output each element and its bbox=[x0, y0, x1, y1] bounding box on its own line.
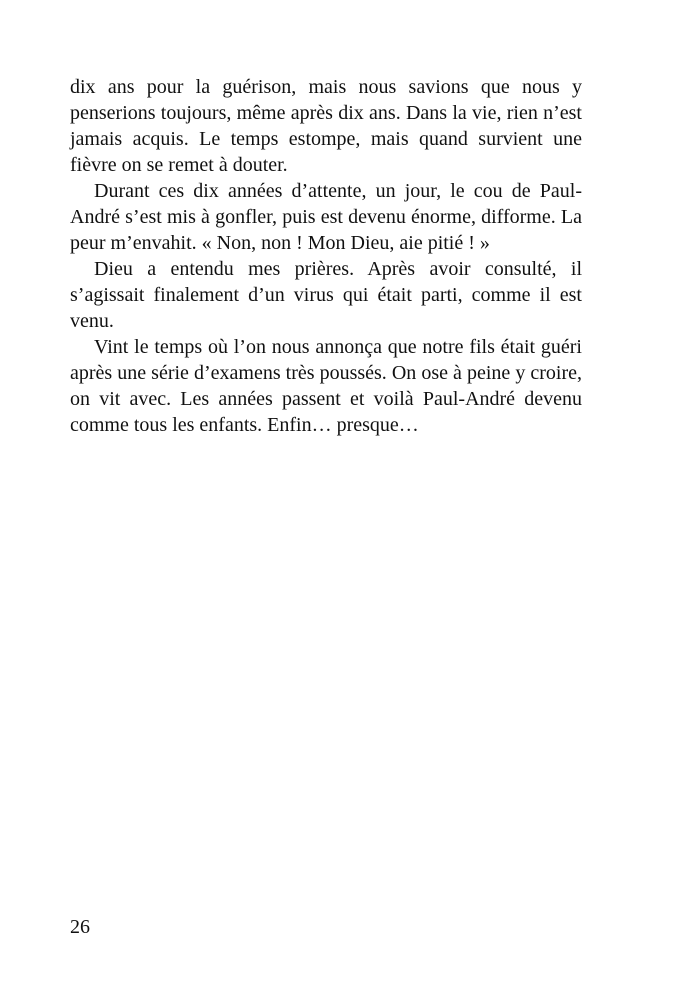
paragraph-dieu-a-entendu: Dieu a entendu mes prières. Après avoir consulté, il s’agissait finalement d’un virus qui était parti, comme il est venu. bbox=[70, 258, 582, 332]
page-number: 26 bbox=[70, 916, 90, 938]
paragraph-cou-paul-andre: Durant ces dix années d’attente, un jour, le cou de Paul-André s’est mis à gonfler, puis est devenu énorme, difforme. La peur m’envahit. « Non, non ! Mon Dieu, aie pitié ! » bbox=[70, 180, 582, 254]
paragraph-continuation: dix ans pour la guérison, mais nous savions que nous y penserions toujours, même après dix ans. Dans la vie, rien n’est jamais acquis. Le temps estompe, mais quand survient une fièvre on se remet à douter. bbox=[70, 76, 582, 176]
paragraph-vint-le-temps: Vint le temps où l’on nous annonça que notre fils était guéri après une série d’examens très poussés. On ose à peine y croire, on vit avec. Les années passent et voilà Paul-André devenu comme tous les enfants. Enfin… presque… bbox=[70, 336, 582, 436]
body-text bbox=[70, 74, 582, 438]
